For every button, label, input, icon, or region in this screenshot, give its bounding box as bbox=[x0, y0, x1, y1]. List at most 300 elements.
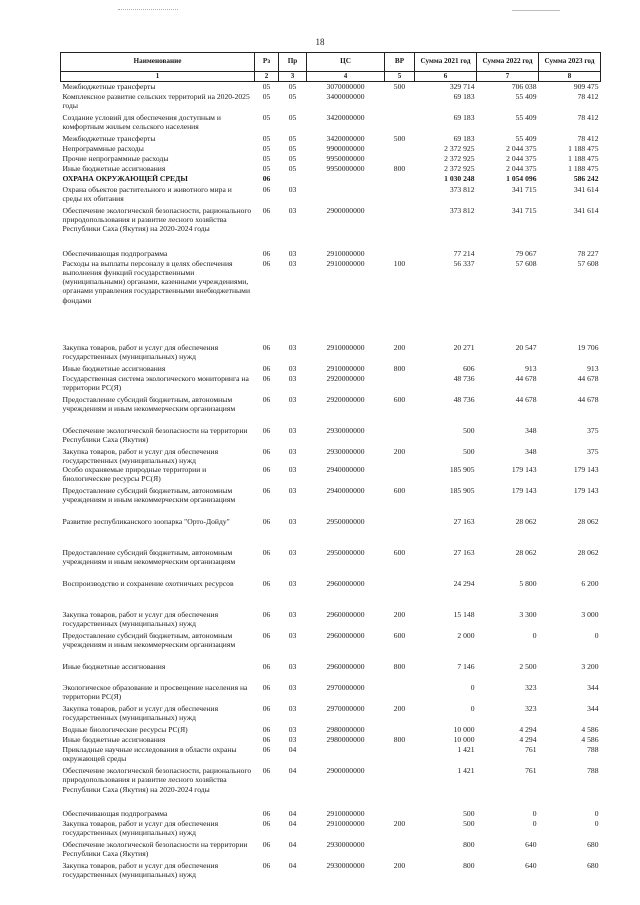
row-rz: 06 bbox=[262, 662, 271, 672]
row-pr: 03 bbox=[288, 579, 297, 589]
table-row bbox=[61, 735, 601, 745]
row-vr: 200 bbox=[393, 861, 406, 871]
row-rz: 06 bbox=[262, 735, 271, 745]
row-sum-2023: 28 062 bbox=[577, 517, 599, 527]
scan-artifact-line bbox=[512, 10, 560, 12]
row-name: Закупка товаров, работ и услуг для обеспечения государственных (муниципальных) нужд bbox=[62, 610, 219, 629]
row-cs bbox=[307, 174, 385, 185]
row-sum-2023: 375 bbox=[587, 446, 599, 456]
row-sum-2023: 344 bbox=[587, 683, 599, 693]
table-row bbox=[61, 134, 601, 144]
row-cs: 2980000000 bbox=[326, 725, 365, 735]
row-sum-2022: 57 608 bbox=[515, 258, 537, 268]
table-row bbox=[61, 725, 601, 735]
row-vr bbox=[385, 174, 415, 185]
row-sum-2022: 55 409 bbox=[515, 91, 537, 101]
table-row bbox=[61, 704, 601, 725]
row-rz: 05 bbox=[262, 163, 271, 173]
table-row bbox=[61, 861, 601, 882]
row-sum-2022: 348 bbox=[525, 425, 537, 435]
row-vr bbox=[385, 766, 415, 809]
row-sum-2022: 2 044 375 bbox=[506, 163, 537, 173]
table-row bbox=[61, 113, 601, 134]
row-sum-2022: 1 054 096 bbox=[506, 173, 537, 183]
row-rz: 06 bbox=[262, 579, 271, 589]
row-rz: 06 bbox=[262, 766, 271, 776]
table-row bbox=[61, 249, 601, 259]
row-rz: 06 bbox=[262, 394, 271, 404]
table-row bbox=[61, 745, 601, 766]
row-sum-2021: 800 bbox=[463, 861, 475, 871]
row-vr bbox=[385, 185, 415, 206]
table-row bbox=[61, 465, 601, 486]
row-sum-2021: 2 372 925 bbox=[444, 153, 475, 163]
row-sum-2022: 44 678 bbox=[515, 373, 537, 383]
row-sum-2021: 1 030 248 bbox=[444, 173, 475, 183]
row-pr: 05 bbox=[288, 82, 297, 92]
row-sum-2021: 69 183 bbox=[453, 91, 475, 101]
row-pr: 05 bbox=[288, 163, 297, 173]
row-cs: 2920000000 bbox=[326, 373, 365, 383]
row-pr: 04 bbox=[288, 809, 297, 819]
row-vr: 600 bbox=[393, 548, 406, 558]
row-sum-2023: 586 242 bbox=[573, 173, 599, 183]
row-pr: 03 bbox=[288, 258, 297, 268]
row-cs: 2970000000 bbox=[326, 683, 365, 693]
row-cs: 2910000000 bbox=[326, 819, 365, 829]
row-cs: 2960000000 bbox=[326, 631, 365, 641]
row-sum-2022: 640 bbox=[525, 861, 537, 871]
row-vr: 600 bbox=[393, 486, 406, 496]
row-sum-2022: 706 038 bbox=[511, 82, 537, 92]
row-sum-2021: 10 000 bbox=[453, 735, 475, 745]
row-name: Закупка товаров, работ и услуг для обеспечения государственных (муниципальных) нужд bbox=[62, 704, 219, 723]
row-name: Закупка товаров, работ и услуг для обеспечения государственных (муниципальных) нужд bbox=[62, 819, 219, 838]
row-sum-2023: 179 143 bbox=[573, 465, 599, 475]
row-sum-2021: 0 bbox=[470, 683, 475, 693]
row-cs: 2910000000 bbox=[326, 342, 365, 352]
row-cs: 2960000000 bbox=[326, 610, 365, 620]
row-vr bbox=[385, 426, 415, 447]
table-row bbox=[61, 82, 601, 92]
row-sum-2023: 0 bbox=[594, 809, 599, 819]
row-vr: 600 bbox=[393, 394, 406, 404]
table-body bbox=[61, 82, 601, 882]
header-cs: ЦС bbox=[307, 53, 385, 72]
row-sum-2022: 761 bbox=[525, 766, 537, 776]
row-vr bbox=[385, 113, 415, 134]
row-rz: 06 bbox=[262, 184, 271, 194]
row-cs: 2910000000 bbox=[326, 258, 365, 268]
row-cs: 2980000000 bbox=[326, 735, 365, 745]
row-name: Государственная система экологического мониторинга на территории РС(Я) bbox=[62, 373, 249, 392]
column-number: 1 bbox=[61, 72, 255, 82]
row-cs: 2950000000 bbox=[326, 517, 365, 527]
row-rz: 06 bbox=[262, 819, 271, 829]
row-cs: 2910000000 bbox=[326, 363, 365, 373]
row-sum-2021: 1 421 bbox=[457, 766, 475, 776]
header-pr: Пр bbox=[279, 53, 307, 72]
table-row bbox=[61, 683, 601, 704]
column-number: 6 bbox=[415, 72, 477, 82]
row-cs: 3420000000 bbox=[326, 133, 365, 143]
row-vr bbox=[385, 683, 415, 704]
row-name: Воспроизводство и сохранение охотничьих ресурсов bbox=[62, 579, 234, 589]
row-sum-2022: 341 715 bbox=[511, 184, 537, 194]
row-pr: 03 bbox=[288, 248, 297, 258]
column-number-row bbox=[61, 72, 601, 82]
table-row bbox=[61, 579, 601, 610]
row-cs: 9950000000 bbox=[326, 163, 365, 173]
row-vr: 800 bbox=[393, 363, 406, 373]
row-vr bbox=[385, 206, 415, 249]
row-sum-2022: 55 409 bbox=[515, 133, 537, 143]
row-vr bbox=[385, 517, 415, 548]
row-rz: 06 bbox=[262, 704, 271, 714]
row-vr: 200 bbox=[393, 342, 406, 352]
row-sum-2022: 2 500 bbox=[519, 662, 537, 672]
row-pr: 03 bbox=[288, 425, 297, 435]
row-sum-2023: 78 227 bbox=[577, 248, 599, 258]
table-row bbox=[61, 364, 601, 374]
row-pr: 05 bbox=[288, 91, 297, 101]
row-rz: 06 bbox=[262, 745, 271, 755]
column-number: 8 bbox=[539, 72, 601, 82]
row-sum-2022: 79 067 bbox=[515, 248, 537, 258]
row-rz: 05 bbox=[262, 133, 271, 143]
row-sum-2021: 500 bbox=[463, 809, 475, 819]
row-sum-2022: 5 800 bbox=[519, 579, 537, 589]
row-rz: 05 bbox=[262, 91, 271, 101]
column-number: 7 bbox=[477, 72, 539, 82]
row-rz: 06 bbox=[262, 683, 271, 693]
row-name: Обеспечивающая подпрограмма bbox=[62, 248, 168, 258]
row-name: Комплексное развитие сельских территорий на 2020-2025 годы bbox=[62, 91, 250, 110]
row-sum-2022: 0 bbox=[532, 631, 537, 641]
row-sum-2022: 20 547 bbox=[515, 342, 537, 352]
column-number: 4 bbox=[307, 72, 385, 82]
column-number: 3 bbox=[279, 72, 307, 82]
row-sum-2022: 348 bbox=[525, 446, 537, 456]
row-sum-2023: 909 475 bbox=[573, 82, 599, 92]
row-name: Развитие республиканского зоопарка "Орто-Дойду" bbox=[62, 517, 230, 527]
row-vr bbox=[385, 809, 415, 819]
row-rz: 06 bbox=[262, 173, 271, 183]
row-sum-2023: 4 586 bbox=[581, 725, 599, 735]
row-vr: 800 bbox=[393, 735, 406, 745]
row-name: Закупка товаров, работ и услуг для обеспечения государственных (муниципальных) нужд bbox=[62, 446, 219, 465]
row-cs: 2970000000 bbox=[326, 704, 365, 714]
row-pr: 03 bbox=[288, 735, 297, 745]
row-sum-2022: 28 062 bbox=[515, 548, 537, 558]
row-pr: 03 bbox=[288, 205, 297, 215]
row-pr: 03 bbox=[288, 373, 297, 383]
row-rz: 06 bbox=[262, 517, 271, 527]
row-sum-2021: 69 183 bbox=[453, 112, 475, 122]
table-row bbox=[61, 426, 601, 447]
row-rz: 05 bbox=[262, 112, 271, 122]
row-rz: 05 bbox=[262, 153, 271, 163]
page-number: 18 bbox=[315, 37, 325, 47]
row-sum-2021: 48 736 bbox=[453, 394, 475, 404]
row-name: Межбюджетные трансферты bbox=[62, 82, 156, 92]
row-sum-2022: 44 678 bbox=[515, 394, 537, 404]
row-sum-2022: 2 044 375 bbox=[506, 143, 537, 153]
row-vr: 600 bbox=[393, 631, 406, 641]
table-row bbox=[61, 154, 601, 164]
row-sum-2023: 341 614 bbox=[573, 205, 599, 215]
row-sum-2021: 15 148 bbox=[453, 610, 475, 620]
row-name: Непрограммные расходы bbox=[62, 143, 144, 153]
table-row bbox=[61, 206, 601, 249]
row-cs: 2950000000 bbox=[326, 548, 365, 558]
row-sum-2021: 56 337 bbox=[453, 258, 475, 268]
row-vr: 800 bbox=[393, 662, 406, 672]
row-name: Охрана объектов растительного и животного мира и среды их обитания bbox=[62, 184, 232, 203]
table-row bbox=[61, 610, 601, 631]
row-sum-2022: 4 294 bbox=[519, 725, 537, 735]
row-pr: 04 bbox=[288, 840, 297, 850]
row-name: Предоставление субсидий бюджетным, автономным учреждениям и иным некоммерческим организациям bbox=[62, 548, 236, 567]
row-vr bbox=[385, 154, 415, 164]
row-sum-2022: 341 715 bbox=[511, 205, 537, 215]
row-name: Обеспечение экологической безопасности на территории Республики Саха (Якутия) bbox=[62, 425, 248, 444]
row-rz: 06 bbox=[262, 425, 271, 435]
row-sum-2021: 27 163 bbox=[453, 548, 475, 558]
row-sum-2021: 185 905 bbox=[449, 486, 475, 496]
table-row bbox=[61, 185, 601, 206]
table-row bbox=[61, 343, 601, 364]
row-pr: 05 bbox=[288, 153, 297, 163]
row-vr: 100 bbox=[393, 258, 406, 268]
row-sum-2022: 640 bbox=[525, 840, 537, 850]
row-name: Предоставление субсидий бюджетным, автономным учреждениям и иным некоммерческим организациям bbox=[62, 486, 236, 505]
row-sum-2022: 761 bbox=[525, 745, 537, 755]
row-sum-2022: 55 409 bbox=[515, 112, 537, 122]
row-pr: 03 bbox=[288, 363, 297, 373]
row-sum-2021: 1 421 bbox=[457, 745, 475, 755]
table-row bbox=[61, 259, 601, 343]
row-sum-2023: 78 412 bbox=[577, 133, 599, 143]
row-sum-2021: 329 714 bbox=[449, 82, 475, 92]
row-name: Обеспечение экологической безопасности на территории Республики Саха (Якутия) bbox=[62, 840, 248, 859]
row-rz: 06 bbox=[262, 725, 271, 735]
table-row bbox=[61, 766, 601, 809]
row-sum-2022: 179 143 bbox=[511, 465, 537, 475]
row-cs: 2910000000 bbox=[326, 248, 365, 258]
header-sum-2021: Сумма 2021 год bbox=[415, 53, 477, 72]
row-rz: 05 bbox=[262, 82, 271, 92]
table-row bbox=[61, 144, 601, 154]
row-sum-2023: 0 bbox=[594, 819, 599, 829]
row-sum-2023: 3 000 bbox=[581, 610, 599, 620]
row-sum-2021: 7 146 bbox=[457, 662, 475, 672]
row-pr: 03 bbox=[288, 446, 297, 456]
row-sum-2022: 2 044 375 bbox=[506, 153, 537, 163]
row-rz: 05 bbox=[262, 143, 271, 153]
row-cs: 2900000000 bbox=[326, 766, 365, 776]
row-cs: 2930000000 bbox=[326, 861, 365, 871]
row-cs: 9950000000 bbox=[326, 153, 365, 163]
row-sum-2021: 606 bbox=[463, 363, 475, 373]
row-vr: 500 bbox=[393, 82, 406, 92]
row-cs: 3400000000 bbox=[326, 91, 365, 101]
row-sum-2023: 3 200 bbox=[581, 662, 599, 672]
row-name: Прикладные научные исследования в области охраны окружающей среды bbox=[62, 745, 237, 764]
row-sum-2022: 0 bbox=[532, 809, 537, 819]
row-sum-2023: 19 706 bbox=[577, 342, 599, 352]
row-name: Иные бюджетные ассигнования bbox=[62, 662, 166, 672]
row-name: Прочие непрограммные расходы bbox=[62, 153, 169, 163]
row-vr: 200 bbox=[393, 446, 406, 456]
row-name: Водные биологические ресурсы РС(Я) bbox=[62, 725, 188, 735]
row-sum-2023: 680 bbox=[587, 861, 599, 871]
row-sum-2023: 788 bbox=[587, 745, 599, 755]
row-pr: 05 bbox=[288, 133, 297, 143]
header-rz: Рз bbox=[255, 53, 279, 72]
row-name: Обеспечение экологической безопасности, рационального природопользования и развитие лесного хозяйства Республики Саха (Якутия) на 2020-2024 годы bbox=[62, 766, 252, 794]
row-rz: 06 bbox=[262, 258, 271, 268]
table-row bbox=[61, 395, 601, 426]
row-rz: 06 bbox=[262, 809, 271, 819]
row-cs: 2910000000 bbox=[326, 809, 365, 819]
row-cs: 9900000000 bbox=[326, 143, 365, 153]
column-number: 5 bbox=[385, 72, 415, 82]
table-row bbox=[61, 374, 601, 395]
row-name: Предоставление субсидий бюджетным, автономным учреждениям и иным некоммерческим организациям bbox=[62, 631, 236, 650]
row-pr bbox=[279, 174, 307, 185]
row-vr bbox=[385, 374, 415, 395]
header-sum-2022: Сумма 2022 год bbox=[477, 53, 539, 72]
column-number: 2 bbox=[255, 72, 279, 82]
row-name: Обеспечивающая подпрограмма bbox=[62, 809, 168, 819]
row-pr: 03 bbox=[288, 683, 297, 693]
table-row bbox=[61, 486, 601, 517]
row-sum-2022: 179 143 bbox=[511, 486, 537, 496]
row-name: Иные бюджетные ассигнования bbox=[62, 163, 166, 173]
row-sum-2022: 913 bbox=[525, 363, 537, 373]
row-pr: 04 bbox=[288, 745, 297, 755]
row-cs bbox=[307, 745, 385, 766]
table-row bbox=[61, 447, 601, 465]
row-sum-2023: 913 bbox=[587, 363, 599, 373]
table-row bbox=[61, 174, 601, 185]
row-pr: 03 bbox=[288, 465, 297, 475]
row-cs: 3070000000 bbox=[326, 82, 365, 92]
row-rz: 06 bbox=[262, 610, 271, 620]
row-sum-2023: 28 062 bbox=[577, 548, 599, 558]
row-cs: 2930000000 bbox=[326, 446, 365, 456]
row-sum-2021: 48 736 bbox=[453, 373, 475, 383]
row-sum-2021: 20 271 bbox=[453, 342, 475, 352]
row-pr: 03 bbox=[288, 184, 297, 194]
row-sum-2021: 2 372 925 bbox=[444, 143, 475, 153]
row-pr: 03 bbox=[288, 342, 297, 352]
row-cs: 2930000000 bbox=[326, 840, 365, 850]
row-name: Предоставление субсидий бюджетным, автономным учреждениям и иным некоммерческим организациям bbox=[62, 394, 236, 413]
row-cs: 2930000000 bbox=[326, 425, 365, 435]
row-rz: 06 bbox=[262, 631, 271, 641]
row-vr bbox=[385, 745, 415, 766]
row-pr: 03 bbox=[288, 486, 297, 496]
row-pr: 05 bbox=[288, 143, 297, 153]
row-pr: 03 bbox=[288, 394, 297, 404]
header-name: Наименование bbox=[61, 53, 255, 72]
row-pr: 03 bbox=[288, 548, 297, 558]
table-row bbox=[61, 631, 601, 662]
row-sum-2023: 6 200 bbox=[581, 579, 599, 589]
table-row bbox=[61, 517, 601, 548]
row-sum-2023: 1 188 475 bbox=[568, 163, 599, 173]
row-rz: 06 bbox=[262, 342, 271, 352]
row-sum-2021: 373 812 bbox=[449, 184, 475, 194]
table-header-row bbox=[61, 53, 601, 72]
row-sum-2023: 179 143 bbox=[573, 486, 599, 496]
row-vr bbox=[385, 92, 415, 113]
row-rz: 06 bbox=[262, 363, 271, 373]
table-row bbox=[61, 164, 601, 174]
table-row bbox=[61, 92, 601, 113]
table-row bbox=[61, 548, 601, 579]
row-rz: 06 bbox=[262, 548, 271, 558]
row-pr: 03 bbox=[288, 725, 297, 735]
row-sum-2023: 344 bbox=[587, 704, 599, 714]
header-sum-2023: Сумма 2023 год bbox=[539, 53, 601, 72]
row-sum-2022: 323 bbox=[525, 683, 537, 693]
row-cs bbox=[307, 185, 385, 206]
row-vr: 800 bbox=[393, 163, 406, 173]
row-sum-2021: 500 bbox=[463, 446, 475, 456]
row-sum-2023: 341 614 bbox=[573, 184, 599, 194]
row-vr bbox=[385, 840, 415, 861]
row-sum-2022: 3 300 bbox=[519, 610, 537, 620]
row-name: Закупка товаров, работ и услуг для обеспечения государственных (муниципальных) нужд bbox=[62, 342, 219, 361]
row-sum-2023: 4 586 bbox=[581, 735, 599, 745]
scan-artifact-dots bbox=[118, 9, 178, 12]
row-name: Закупка товаров, работ и услуг для обеспечения государственных (муниципальных) нужд bbox=[62, 861, 219, 880]
table-row bbox=[61, 840, 601, 861]
row-sum-2022: 4 294 bbox=[519, 735, 537, 745]
row-sum-2023: 57 608 bbox=[577, 258, 599, 268]
row-sum-2023: 1 188 475 bbox=[568, 153, 599, 163]
row-sum-2023: 0 bbox=[594, 631, 599, 641]
row-sum-2021: 27 163 bbox=[453, 517, 475, 527]
row-sum-2021: 800 bbox=[463, 840, 475, 850]
row-name: Обеспечение экологической безопасности, рационального природопользования и развитие лесного хозяйства Республики Саха (Якутия) на 2020-2024 годы bbox=[62, 205, 252, 234]
row-rz: 06 bbox=[262, 840, 271, 850]
row-pr: 03 bbox=[288, 610, 297, 620]
row-sum-2023: 78 412 bbox=[577, 91, 599, 101]
row-sum-2021: 2 000 bbox=[457, 631, 475, 641]
row-pr: 03 bbox=[288, 631, 297, 641]
row-vr bbox=[385, 465, 415, 486]
row-vr: 500 bbox=[393, 133, 406, 143]
budget-table bbox=[60, 52, 601, 882]
row-cs: 2960000000 bbox=[326, 579, 365, 589]
row-vr: 200 bbox=[393, 704, 406, 714]
row-vr: 200 bbox=[393, 610, 406, 620]
row-sum-2023: 44 678 bbox=[577, 394, 599, 404]
row-sum-2021: 0 bbox=[470, 704, 475, 714]
row-rz: 06 bbox=[262, 373, 271, 383]
row-sum-2021: 10 000 bbox=[453, 725, 475, 735]
row-sum-2023: 44 678 bbox=[577, 373, 599, 383]
row-name: Расходы на выплаты персоналу в целях обеспечения выполнения функций государственными (муниципальными) органами, казенными учреждениями, органами управления государственными внебюджетными фондами bbox=[62, 258, 251, 305]
row-vr bbox=[385, 725, 415, 735]
row-sum-2023: 788 bbox=[587, 766, 599, 776]
row-vr bbox=[385, 144, 415, 154]
row-sum-2022: 28 062 bbox=[515, 517, 537, 527]
